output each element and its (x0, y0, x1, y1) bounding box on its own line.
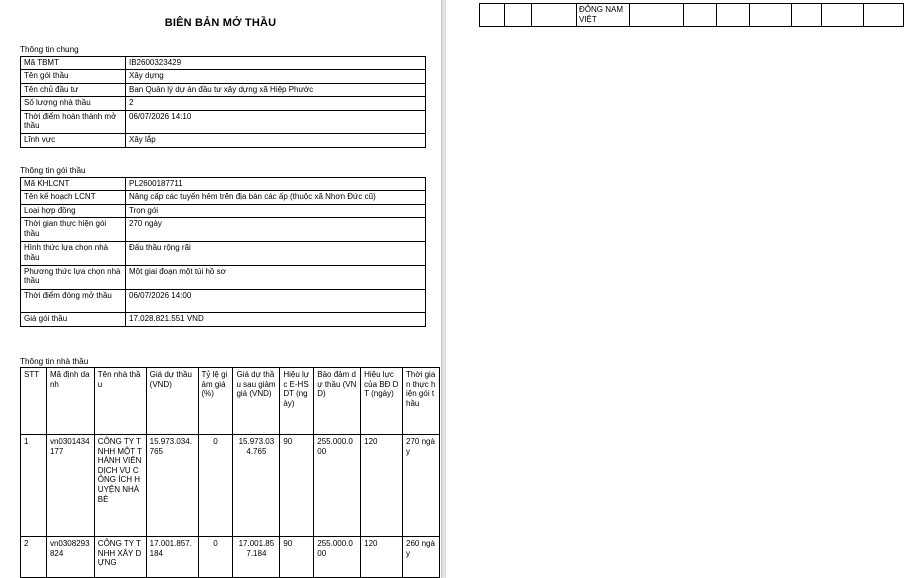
row-label: Hình thức lựa chọn nhà thầu (21, 241, 126, 265)
row-value: IB2600323429 (126, 57, 426, 70)
table-cell: 120 (361, 537, 403, 578)
row-label: Thời gian thực hiện gói thầu (21, 218, 126, 242)
row-label: Loại hợp đồng (21, 204, 126, 217)
row-value: Một giai đoạn một túi hồ sơ (126, 265, 426, 289)
row-value: 06/07/2026 14:10 (126, 110, 426, 134)
table-row (480, 4, 904, 27)
row-label: Mã KHLCNT (21, 178, 126, 191)
table-cell: 2 (21, 537, 47, 578)
table-cell (822, 4, 864, 27)
table-row (21, 70, 426, 83)
table-row (21, 435, 440, 537)
general-info-table (20, 56, 426, 148)
row-label: Thời điểm hoàn thành mở thầu (21, 110, 126, 134)
row-label: Phương thức lựa chọn nhà thầu (21, 265, 126, 289)
row-value: 06/07/2026 14:00 (126, 289, 426, 313)
table-row (21, 97, 426, 110)
table-row (21, 204, 426, 217)
row-label: Số lượng nhà thầu (21, 97, 126, 110)
column-header: Hiệu lực E-HSDT (ngày) (280, 368, 314, 435)
row-value: 270 ngày (126, 218, 426, 242)
table-cell: vn0308293824 (46, 537, 94, 578)
row-value: 17.028.821.551 VND (126, 313, 426, 326)
row-label: Tên kế hoạch LCNT (21, 191, 126, 204)
table-cell: 255.000.000 (314, 435, 361, 537)
table-cell: 255.000.000 (314, 537, 361, 578)
row-value: Nâng cấp các tuyến hẻm trên địa bàn các ấp (thuộc xã Nhơn Đức cũ) (126, 191, 426, 204)
bidders-table-continued (479, 3, 904, 27)
row-value: Xây dựng (126, 70, 426, 83)
table-row (21, 537, 440, 578)
document-page-1 (0, 0, 442, 578)
column-header: Hiệu lực của BĐ DT (ngày) (361, 368, 403, 435)
table-cell: CÔNG TY TNHH XÂY DỰNG (94, 537, 146, 578)
section-title-package: Thông tin gói thầu (20, 166, 86, 175)
table-row (21, 313, 426, 326)
column-header: STT (21, 368, 47, 435)
table-cell: vn0301434177 (46, 435, 94, 537)
bidders-table (20, 367, 440, 578)
package-info-table (20, 177, 426, 327)
table-row (21, 241, 426, 265)
table-cell: CÔNG TY TNHH MỘT THÀNH VIÊN DỊCH VỤ CÔNG ÍCH HUYỆN NHÀ BÈ (94, 435, 146, 537)
column-header: Bảo đảm dự thầu (VND) (314, 368, 361, 435)
table-cell: 1 (21, 435, 47, 537)
table-row (21, 134, 426, 147)
row-label: Lĩnh vực (21, 134, 126, 147)
table-cell: 90 (280, 537, 314, 578)
table-row (21, 191, 426, 204)
row-value: PL2600187711 (126, 178, 426, 191)
column-header: Tên nhà thầu (94, 368, 146, 435)
table-cell: 15.973.034.765 (146, 435, 198, 537)
table-row (21, 178, 426, 191)
column-header: Giá dự thầu sau giảm giá (VND) (233, 368, 280, 435)
row-label: Thời điểm đóng mở thầu (21, 289, 126, 313)
section-title-general: Thông tin chung (20, 45, 79, 54)
row-value: Ban Quản lý dự án đầu tư xây dựng xã Hiệp Phước (126, 83, 426, 96)
column-header: Thời gian thực hiện gói thầu (403, 368, 440, 435)
document-title: BIÊN BẢN MỞ THẦU (164, 17, 277, 29)
table-cell: 0 (198, 435, 233, 537)
column-header: Giá dự thầu (VND) (146, 368, 198, 435)
table-cell (480, 4, 505, 27)
row-label: Tên gói thầu (21, 70, 126, 83)
table-cell: 120 (361, 435, 403, 537)
row-value: Xây lắp (126, 134, 426, 147)
table-cell (505, 4, 532, 27)
table-cell-name: ĐÔNG NAM VIỆT (577, 4, 630, 27)
table-cell: 270 ngày (403, 435, 440, 537)
table-cell: 0 (198, 537, 233, 578)
column-header: Tỷ lệ giảm giá (%) (198, 368, 233, 435)
table-cell (750, 4, 792, 27)
document-page-2 (446, 0, 904, 578)
table-cell (717, 4, 750, 27)
table-row (21, 110, 426, 134)
table-row (21, 289, 426, 313)
table-cell: 90 (280, 435, 314, 537)
table-row (21, 83, 426, 96)
table-cell (630, 4, 684, 27)
table-row (21, 57, 426, 70)
column-header: Mã định danh (46, 368, 94, 435)
row-value: 2 (126, 97, 426, 110)
table-row (21, 218, 426, 242)
table-cell (792, 4, 822, 27)
row-label: Tên chủ đầu tư (21, 83, 126, 96)
row-value: Đấu thầu rộng rãi (126, 241, 426, 265)
row-label: Giá gói thầu (21, 313, 126, 326)
table-cell: 17.001.857.184 (146, 537, 198, 578)
table-cell: 17.001.857.184 (233, 537, 280, 578)
table-cell: 260 ngày (403, 537, 440, 578)
table-cell (532, 4, 577, 27)
table-header-row (21, 368, 440, 435)
section-title-bidders: Thông tin nhà thầu (20, 357, 89, 366)
table-cell (864, 4, 904, 27)
table-row (21, 265, 426, 289)
table-cell (684, 4, 717, 27)
table-cell: 15.973.034.765 (233, 435, 280, 537)
row-label: Mã TBMT (21, 57, 126, 70)
row-value: Trọn gói (126, 204, 426, 217)
